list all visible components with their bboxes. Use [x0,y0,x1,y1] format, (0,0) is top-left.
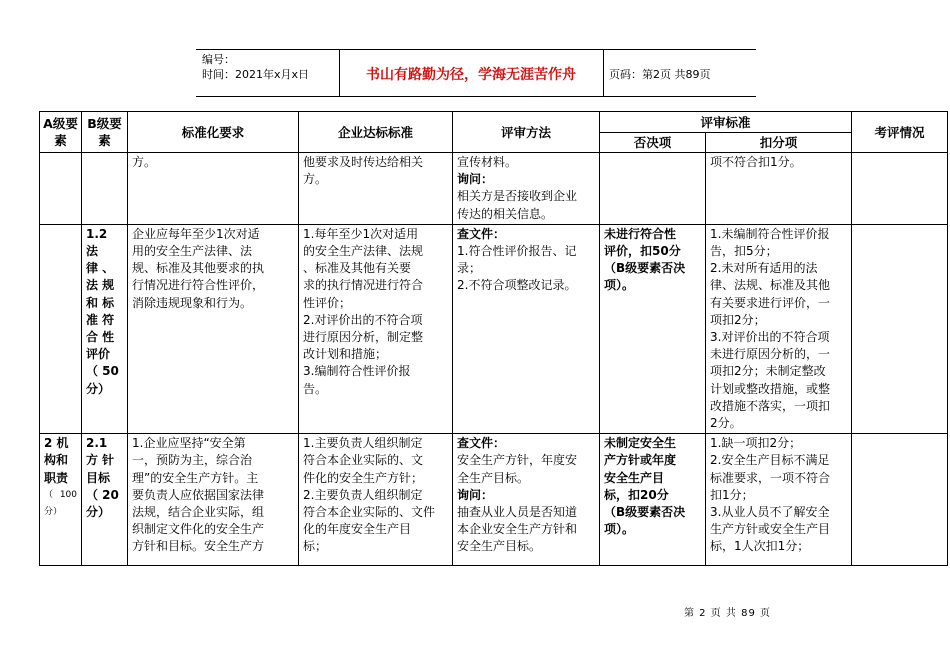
deduct-cell-line: 未进行原因分析的，一 [710,347,831,362]
col-header-b-level: B级要素 [82,112,128,153]
col-header-enterprise-standard: 企业达标标准 [299,112,453,153]
a-level-cell [40,224,82,433]
a-level-cell-line: 构和 [44,453,69,468]
header-page-info: 页码：第2页 共89页 [609,68,711,81]
requirement-cell-line: 一，预防为主，综合治 [132,453,253,468]
method-cell-line: 全生产目标。 [457,470,530,485]
requirement-cell-line: 理”的安全生产方针。主 [132,470,259,485]
veto-cell-line: （B级要素否决 [604,261,686,276]
enterprise-standard-cell-line: 改计划和措施； [303,347,388,362]
enterprise-standard-cell-line: 性评价； [303,295,352,310]
enterprise-standard-cell-line: 1.主要负责人组织制定 [303,436,423,451]
deduct-cell-line: 生产方针或安全生产目 [710,522,831,537]
a-level-cell-line: 职责 [44,470,69,485]
enterprise-standard-cell-line: 2.对评价出的不符合项 [303,312,423,327]
enterprise-standard-cell-line: 件化的安全生产方针； [303,470,424,485]
method-cell-line: 1.符合性评价报告、记 [457,244,577,259]
enterprise-standard-cell-line: 的安全生产法律、法规 [303,244,424,259]
col-header-method: 评审方法 [453,112,600,153]
b-level-cell-line: 和 标 [86,295,115,310]
method-cell-line: 询问： [457,487,494,502]
col-header-veto: 否决项 [600,133,706,153]
b-level-cell [82,153,128,225]
deduct-cell-line: 项扣2分； [710,312,766,327]
deduct-cell-line: 项扣2分；未制定整改 [710,364,826,379]
veto-cell-line: 评价，扣50分 [604,244,681,259]
deduct-cell-line: 改措施不落实，一项扣 [710,398,831,413]
document-header [196,49,756,97]
b-level-cell-line: （ 50 [86,364,119,379]
requirement-cell-line: 消除违规现象和行为。 [132,295,253,310]
header-meta [202,52,309,82]
header-divider [603,50,604,96]
method-cell-line: 传达的相关信息。 [457,206,554,221]
method-cell-line: 相关方是否接收到企业 [457,189,578,204]
requirement-cell-line: 织制定文件化的安全生产 [132,522,265,537]
method-cell-line: 宣传材料。 [457,155,518,169]
requirement-cell-line: 方针和目标。安全生产方 [132,539,265,554]
method-cell-line: 本企业安全生产方针和 [457,522,578,537]
method-cell-line: 抽查从业人员是否知道 [457,505,578,520]
requirement-cell-line: 方。 [132,155,157,169]
requirement-cell-line: 规、标准及其他要求的执 [132,261,265,276]
enterprise-standard-cell-line: 他要求及时传达给相关 [303,155,424,169]
deduct-cell-line: 1.缺一项扣2分； [710,436,802,451]
method-cell-line: 安全生产方针，年度安 [457,453,578,468]
page-footer: 第 2 页 共 89 页 [684,608,771,619]
b-level-cell-line: 法 [86,244,99,259]
veto-cell [600,434,706,566]
enterprise-standard-cell-line: 告。 [303,381,328,396]
col-header-a-level: A级要素 [40,112,82,153]
table-row [40,153,948,225]
veto-cell-line: 未进行符合性 [604,226,677,241]
requirement-cell-line: 法规，结合企业实际，组 [132,505,265,520]
veto-cell-line: 标，扣20分 [604,487,669,502]
deduct-cell-line: 计划或整改措施，或整 [710,381,831,396]
a-level-note: （100分） [44,489,77,518]
b-level-cell-line: 2.1 [86,436,108,451]
b-level-cell [82,434,128,566]
requirement-cell-line: 用的安全生产法律、法 [132,244,253,259]
veto-cell-line: 项）。 [604,522,635,537]
method-cell-line: 安全生产目标。 [457,539,542,554]
method-cell-line: 2.不符合项整改记录。 [457,278,577,293]
b-level-cell-line: 目标 [86,470,111,485]
enterprise-standard-cell [299,153,453,225]
b-level-cell-line: 分） [86,505,111,520]
deduct-cell-line: 标，1人次扣1分； [710,539,810,554]
deduct-cell-line: 有关要求进行评价，一 [710,295,831,310]
enterprise-standard-cell-line: 符合本企业实际的、文件 [303,505,436,520]
method-cell-line: 查文件： [457,226,506,241]
col-header-result: 考评情况 [852,112,948,153]
enterprise-standard-cell-line: 化的年度安全生产目 [303,522,412,537]
deduct-cell-line: 2.安全生产目标不满足 [710,453,830,468]
evaluation-table [39,111,948,566]
requirement-cell-line: 1.企业应坚持“安全第 [132,436,246,451]
enterprise-standard-cell-line: 求的执行情况进行符合 [303,278,424,293]
veto-cell-line: 安全生产目 [604,470,665,485]
b-level-cell-line: 方 针 [86,453,115,468]
b-level-cell-line: 分） [86,381,111,396]
result-cell [852,434,948,566]
col-header-requirement: 标准化要求 [128,112,299,153]
method-cell [453,224,600,433]
a-level-cell [40,434,82,566]
enterprise-standard-cell [299,434,453,566]
a-level-cell [40,153,82,225]
enterprise-standard-cell [299,224,453,433]
b-level-cell-line: 合 性 [86,330,115,345]
deduct-cell-line: 3.从业人员不了解安全 [710,505,830,520]
method-cell [453,434,600,566]
deduct-cell-line: 2.未对所有适用的法 [710,261,818,276]
b-level-cell-line: 律 、 [86,261,115,276]
enterprise-standard-cell-line: 2.主要负责人组织制定 [303,487,423,502]
method-cell-line: 录； [457,261,482,276]
veto-cell-line: 项）。 [604,278,635,293]
method-cell-line: 询问： [457,172,494,187]
requirement-cell-line: 行情况进行符合性评价， [132,278,265,293]
requirement-cell [128,224,299,433]
veto-cell [600,153,706,225]
deduct-cell-line: 2分。 [710,416,742,431]
b-level-cell-line: 评价 [86,347,111,362]
col-header-deduct: 扣分项 [706,133,852,153]
enterprise-standard-cell-line: 方。 [303,172,328,187]
table-row [40,224,948,433]
deduct-cell [706,434,852,566]
b-level-cell-line: 准 符 [86,312,115,327]
b-level-cell-line: 法 规 [86,278,115,293]
enterprise-standard-cell-line: 1.每年至少1次对适用 [303,226,419,241]
enterprise-standard-cell-line: 、标准及其他有关要 [303,261,412,276]
b-level-cell-line: 1.2 [86,226,108,241]
requirement-cell [128,434,299,566]
enterprise-standard-cell-line: 进行原因分析，制定整 [303,330,424,345]
time-label: 时间：2021年x月x日 [202,68,310,81]
col-header-criteria: 评审标准 [600,112,852,133]
enterprise-standard-cell-line: 符合本企业实际的、文 [303,453,424,468]
requirement-cell-line: 要负责人应依据国家法律 [132,487,265,502]
veto-cell [600,224,706,433]
deduct-cell-line: 律、法规、标准及其他 [710,278,831,293]
veto-cell-line: 未制定安全生 [604,436,677,451]
veto-cell-line: （B级要素否决 [604,505,686,520]
table-row [40,434,948,566]
code-label: 编号： [202,53,235,66]
deduct-cell [706,153,852,225]
b-level-cell [82,224,128,433]
requirement-cell-line: 企业应每年至少1次对适 [132,226,260,241]
deduct-cell-line: 1.未编制符合性评价报 [710,226,830,241]
veto-cell-line: 产方针或年度 [604,453,677,468]
requirement-cell [128,153,299,225]
deduct-cell-line: 标准要求，一项不符合 [710,470,831,485]
b-level-cell-line: （ 20 [86,487,119,502]
enterprise-standard-cell-line: 3.编制符合性评价报 [303,364,411,379]
deduct-cell-line: 告，扣5分； [710,244,778,259]
header-slogan: 书山有路勤为径，学海无涯苦作舟 [366,67,576,83]
a-level-cell-line: 2 机 [44,436,69,451]
deduct-cell [706,224,852,433]
method-cell-line: 查文件： [457,436,506,451]
method-cell [453,153,600,225]
enterprise-standard-cell-line: 标； [303,539,328,554]
deduct-cell-line: 3.对评价出的不符合项 [710,330,830,345]
result-cell [852,153,948,225]
deduct-cell-line: 项不符合扣1分。 [710,155,802,169]
deduct-cell-line: 扣1分； [710,487,754,502]
result-cell [852,224,948,433]
